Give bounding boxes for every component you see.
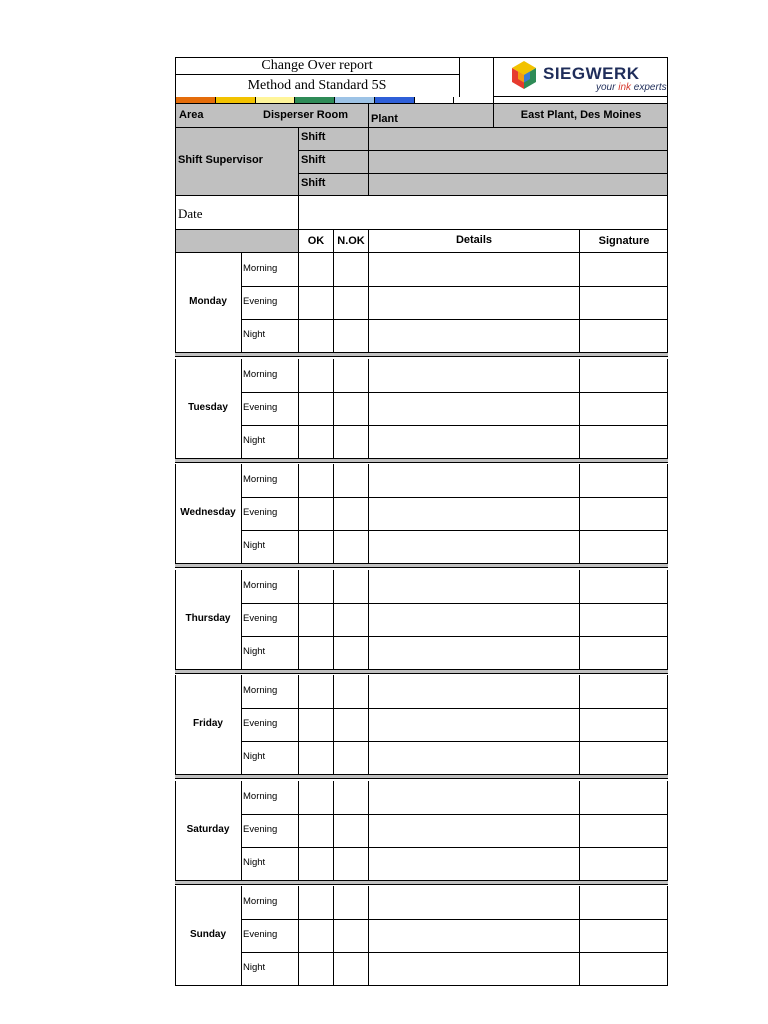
shift-name-night: Night <box>243 857 266 868</box>
friday-night-nok-cell[interactable] <box>334 742 368 774</box>
column-nok: N.OK <box>337 235 365 247</box>
wednesday-evening-nok-cell[interactable] <box>334 498 368 530</box>
tuesday-morning-ok-cell[interactable] <box>299 360 333 392</box>
tuesday-evening-nok-cell[interactable] <box>334 393 368 425</box>
grid-line <box>241 781 242 880</box>
saturday-evening-signature-cell[interactable] <box>580 815 667 847</box>
tuesday-evening-details-cell[interactable] <box>369 393 579 425</box>
day-label-monday: Monday <box>189 295 227 307</box>
friday-morning-nok-cell[interactable] <box>334 676 368 708</box>
monday-night-details-cell[interactable] <box>369 320 579 352</box>
grid-line <box>667 359 668 458</box>
friday-evening-signature-cell[interactable] <box>580 709 667 741</box>
friday-morning-signature-cell[interactable] <box>580 676 667 708</box>
brand-tagline: your ink experts <box>596 82 667 93</box>
monday-night-signature-cell[interactable] <box>580 320 667 352</box>
sunday-morning-details-cell[interactable] <box>369 887 579 919</box>
grid-line <box>241 570 242 669</box>
thursday-night-ok-cell[interactable] <box>299 637 333 669</box>
area-value: Disperser Room <box>263 109 348 121</box>
column-details: Details <box>455 234 493 246</box>
grid-line <box>667 781 668 880</box>
stripe-segment <box>176 97 215 103</box>
tuesday-evening-signature-cell[interactable] <box>580 393 667 425</box>
monday-night-ok-cell[interactable] <box>299 320 333 352</box>
saturday-night-nok-cell[interactable] <box>334 848 368 880</box>
thursday-evening-details-cell[interactable] <box>369 604 579 636</box>
stripe-segment <box>453 97 493 103</box>
monday-morning-details-cell[interactable] <box>369 254 579 286</box>
column-ok: OK <box>307 235 325 247</box>
grid-line <box>241 464 242 563</box>
shift-supervisor-label: Shift Supervisor <box>178 154 263 166</box>
sunday-evening-signature-cell[interactable] <box>580 920 667 952</box>
shift-label-2: Shift <box>301 154 326 166</box>
day-label-tuesday: Tuesday <box>188 401 228 413</box>
wednesday-night-ok-cell[interactable] <box>299 531 333 563</box>
friday-evening-ok-cell[interactable] <box>299 709 333 741</box>
monday-morning-nok-cell[interactable] <box>334 254 368 286</box>
tuesday-morning-signature-cell[interactable] <box>580 360 667 392</box>
grid-line <box>667 570 668 669</box>
stripe-segment <box>215 97 255 103</box>
grid-line <box>241 359 242 458</box>
day-separator <box>175 458 668 463</box>
tuesday-evening-ok-cell[interactable] <box>299 393 333 425</box>
shift-name-night: Night <box>243 646 266 657</box>
saturday-morning-details-cell[interactable] <box>369 782 579 814</box>
sunday-morning-ok-cell[interactable] <box>299 887 333 919</box>
shift-name-evening: Evening <box>243 718 278 729</box>
saturday-night-signature-cell[interactable] <box>580 848 667 880</box>
monday-morning-ok-cell[interactable] <box>299 254 333 286</box>
sunday-night-nok-cell[interactable] <box>334 953 368 985</box>
day-label-friday: Friday <box>192 717 223 729</box>
stripe-segment <box>334 97 374 103</box>
wednesday-night-nok-cell[interactable] <box>334 531 368 563</box>
grid-line <box>241 253 242 352</box>
grid-line <box>667 464 668 563</box>
sunday-night-ok-cell[interactable] <box>299 953 333 985</box>
grid-line <box>667 675 668 774</box>
shift-name-night: Night <box>243 540 266 551</box>
saturday-evening-details-cell[interactable] <box>369 815 579 847</box>
date-field[interactable] <box>299 197 667 229</box>
shift-name-evening: Evening <box>243 824 278 835</box>
siegwerk-cube-icon <box>510 60 538 90</box>
date-label: Date <box>178 206 203 221</box>
wednesday-morning-nok-cell[interactable] <box>334 465 368 497</box>
thursday-evening-nok-cell[interactable] <box>334 604 368 636</box>
shift-name-night: Night <box>243 435 266 446</box>
saturday-night-ok-cell[interactable] <box>299 848 333 880</box>
shift-name-night: Night <box>243 329 266 340</box>
day-label-thursday: Thursday <box>185 612 231 624</box>
wednesday-morning-signature-cell[interactable] <box>580 465 667 497</box>
monday-morning-signature-cell[interactable] <box>580 254 667 286</box>
plant-value: East Plant, Des Moines <box>520 109 642 121</box>
shift-name-evening: Evening <box>243 929 278 940</box>
grid-line <box>667 253 668 352</box>
tuesday-morning-details-cell[interactable] <box>369 360 579 392</box>
shift-field-3[interactable] <box>369 174 667 196</box>
shift-name-evening: Evening <box>243 507 278 518</box>
saturday-morning-ok-cell[interactable] <box>299 782 333 814</box>
day-label-wednesday: Wednesday <box>180 506 236 518</box>
stripe-segment <box>374 97 414 103</box>
area-label: Area <box>179 109 204 121</box>
thursday-morning-ok-cell[interactable] <box>299 571 333 603</box>
stripe-segment <box>255 97 295 103</box>
thursday-night-signature-cell[interactable] <box>580 637 667 669</box>
wednesday-night-details-cell[interactable] <box>369 531 579 563</box>
friday-morning-details-cell[interactable] <box>369 676 579 708</box>
day-separator <box>175 774 668 779</box>
friday-evening-details-cell[interactable] <box>369 709 579 741</box>
tuesday-morning-nok-cell[interactable] <box>334 360 368 392</box>
saturday-evening-ok-cell[interactable] <box>299 815 333 847</box>
thursday-evening-ok-cell[interactable] <box>299 604 333 636</box>
day-label-saturday: Saturday <box>186 823 230 835</box>
shift-name-morning: Morning <box>243 369 278 380</box>
shift-name-night: Night <box>243 751 266 762</box>
monday-night-nok-cell[interactable] <box>334 320 368 352</box>
wednesday-morning-ok-cell[interactable] <box>299 465 333 497</box>
saturday-evening-nok-cell[interactable] <box>334 815 368 847</box>
shift-name-morning: Morning <box>243 896 278 907</box>
shift-name-evening: Evening <box>243 296 278 307</box>
siegwerk-logo <box>508 59 667 95</box>
brand-name: SIEGWERK <box>543 64 640 83</box>
thursday-evening-signature-cell[interactable] <box>580 604 667 636</box>
color-stripe <box>176 97 493 103</box>
grid-line <box>667 886 668 986</box>
thursday-morning-details-cell[interactable] <box>369 571 579 603</box>
wednesday-night-signature-cell[interactable] <box>580 531 667 563</box>
day-label-sunday: Sunday <box>189 928 227 940</box>
thursday-night-nok-cell[interactable] <box>334 637 368 669</box>
friday-morning-ok-cell[interactable] <box>299 676 333 708</box>
friday-evening-nok-cell[interactable] <box>334 709 368 741</box>
shift-name-morning: Morning <box>243 263 278 274</box>
shift-name-night: Night <box>243 962 266 973</box>
shift-name-morning: Morning <box>243 791 278 802</box>
monday-evening-ok-cell[interactable] <box>299 287 333 319</box>
grid-line <box>175 985 668 986</box>
wednesday-evening-signature-cell[interactable] <box>580 498 667 530</box>
sunday-evening-ok-cell[interactable] <box>299 920 333 952</box>
saturday-morning-nok-cell[interactable] <box>334 782 368 814</box>
saturday-night-details-cell[interactable] <box>369 848 579 880</box>
shift-name-evening: Evening <box>243 402 278 413</box>
shift-field-2[interactable] <box>369 151 667 173</box>
monday-evening-details-cell[interactable] <box>369 287 579 319</box>
day-separator <box>175 352 668 357</box>
sunday-night-signature-cell[interactable] <box>580 953 667 985</box>
column-signature: Signature <box>598 235 650 247</box>
tuesday-night-nok-cell[interactable] <box>334 426 368 458</box>
grid-line <box>241 675 242 774</box>
saturday-morning-signature-cell[interactable] <box>580 782 667 814</box>
wednesday-evening-details-cell[interactable] <box>369 498 579 530</box>
friday-night-ok-cell[interactable] <box>299 742 333 774</box>
day-separator <box>175 880 668 885</box>
shift-name-morning: Morning <box>243 580 278 591</box>
sunday-evening-nok-cell[interactable] <box>334 920 368 952</box>
day-separator <box>175 669 668 674</box>
report-subtitle: Method and Standard 5S <box>247 78 387 93</box>
stripe-segment <box>414 97 454 103</box>
tuesday-night-details-cell[interactable] <box>369 426 579 458</box>
monday-evening-signature-cell[interactable] <box>580 287 667 319</box>
sunday-morning-nok-cell[interactable] <box>334 887 368 919</box>
shift-name-morning: Morning <box>243 685 278 696</box>
thursday-morning-signature-cell[interactable] <box>580 571 667 603</box>
shift-name-morning: Morning <box>243 474 278 485</box>
shift-name-evening: Evening <box>243 613 278 624</box>
monday-evening-nok-cell[interactable] <box>334 287 368 319</box>
thursday-night-details-cell[interactable] <box>369 637 579 669</box>
tuesday-night-ok-cell[interactable] <box>299 426 333 458</box>
shift-label-3: Shift <box>301 177 326 189</box>
stripe-segment <box>294 97 334 103</box>
friday-night-details-cell[interactable] <box>369 742 579 774</box>
thursday-morning-nok-cell[interactable] <box>334 571 368 603</box>
sunday-evening-details-cell[interactable] <box>369 920 579 952</box>
sunday-morning-signature-cell[interactable] <box>580 887 667 919</box>
plant-label: Plant <box>371 113 398 125</box>
shift-field-1[interactable] <box>369 128 667 150</box>
tuesday-night-signature-cell[interactable] <box>580 426 667 458</box>
report-title: Change Over report <box>261 58 373 73</box>
wednesday-morning-details-cell[interactable] <box>369 465 579 497</box>
wednesday-evening-ok-cell[interactable] <box>299 498 333 530</box>
friday-night-signature-cell[interactable] <box>580 742 667 774</box>
grid-line <box>241 886 242 986</box>
shift-label-1: Shift <box>301 131 326 143</box>
sunday-night-details-cell[interactable] <box>369 953 579 985</box>
day-separator <box>175 563 668 568</box>
